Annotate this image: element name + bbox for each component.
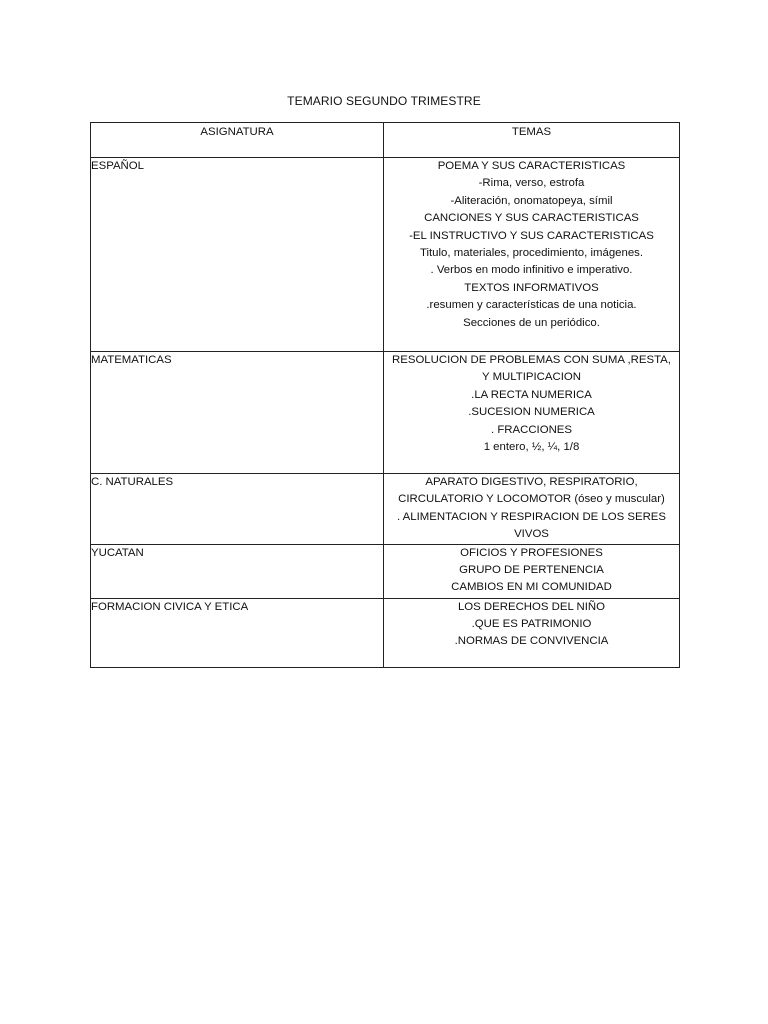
subject-cell: ESPAÑOL — [91, 158, 384, 352]
subject-cell: MATEMATICAS — [91, 352, 384, 474]
table-row — [91, 474, 680, 545]
topic-line: Titulo, materiales, procedimiento, imágenes. — [419, 247, 644, 260]
topics-cell — [384, 158, 680, 352]
topic-line: .SUCESION NUMERICA — [468, 406, 595, 419]
topic-line: VIVOS — [514, 528, 549, 541]
topic-line: -Aliteración, onomatopeya, símil — [450, 194, 613, 207]
topic-line: Secciones de un periódico. — [463, 316, 600, 329]
topic-line: -Rima, verso, estrofa — [478, 177, 585, 190]
topic-line: .QUE ES PATRIMONIO — [471, 618, 592, 631]
topic-line: .NORMAS DE CONVIVENCIA — [454, 635, 609, 648]
topics-cell — [384, 352, 680, 474]
table-row — [91, 158, 680, 352]
subject-cell: FORMACION CIVICA Y ETICA — [91, 598, 384, 667]
table-row — [91, 544, 680, 598]
subject-cell: C. NATURALES — [91, 474, 384, 545]
topics-cell — [384, 598, 680, 667]
topic-line: OFICIOS Y PROFESIONES — [460, 546, 603, 559]
subject-cell: YUCATAN — [91, 544, 384, 598]
topic-line: RESOLUCION DE PROBLEMAS CON SUMA ,RESTA, — [392, 354, 671, 366]
header-subject: ASIGNATURA — [91, 123, 384, 158]
topic-line: -EL INSTRUCTIVO Y SUS CARACTERISTICAS — [409, 229, 654, 242]
topic-line: LOS DERECHOS DEL NIÑO — [457, 600, 606, 613]
table-header-row — [91, 123, 680, 158]
topic-line: . ALIMENTACION Y RESPIRACION DE LOS SERES — [396, 510, 667, 523]
table-row — [91, 598, 680, 667]
topic-line: CIRCULATORIO Y LOCOMOTOR (óseo y muscular) — [398, 493, 665, 506]
header-topics: TEMAS — [384, 123, 680, 158]
table-row — [91, 352, 680, 474]
topic-line: APARATO DIGESTIVO, RESPIRATORIO, — [425, 476, 638, 488]
topic-line: .LA RECTA NUMERICA — [471, 388, 592, 401]
topic-line: POEMA Y SUS CARACTERISTICAS — [437, 160, 626, 172]
page-title: TEMARIO SEGUNDO TRIMESTRE — [287, 94, 481, 108]
topic-line: .resumen y características de una noticia. — [426, 299, 637, 312]
topics-cell — [384, 474, 680, 545]
syllabus-table — [90, 122, 680, 668]
topic-line: CANCIONES Y SUS CARACTERISTICAS — [424, 212, 639, 225]
topic-line: 1 entero, ½, ¼, 1/8 — [483, 441, 580, 454]
topic-line: CAMBIOS EN MI COMUNIDAD — [451, 581, 612, 594]
topic-line: Y MULTIPICACION — [482, 371, 581, 384]
topic-line: GRUPO DE PERTENENCIA — [459, 564, 604, 577]
topic-line: . FRACCIONES — [490, 423, 572, 436]
topic-line: . Verbos en modo infinitivo e imperativo. — [430, 264, 633, 277]
topics-cell — [384, 544, 680, 598]
topic-line: TEXTOS INFORMATIVOS — [464, 281, 599, 294]
